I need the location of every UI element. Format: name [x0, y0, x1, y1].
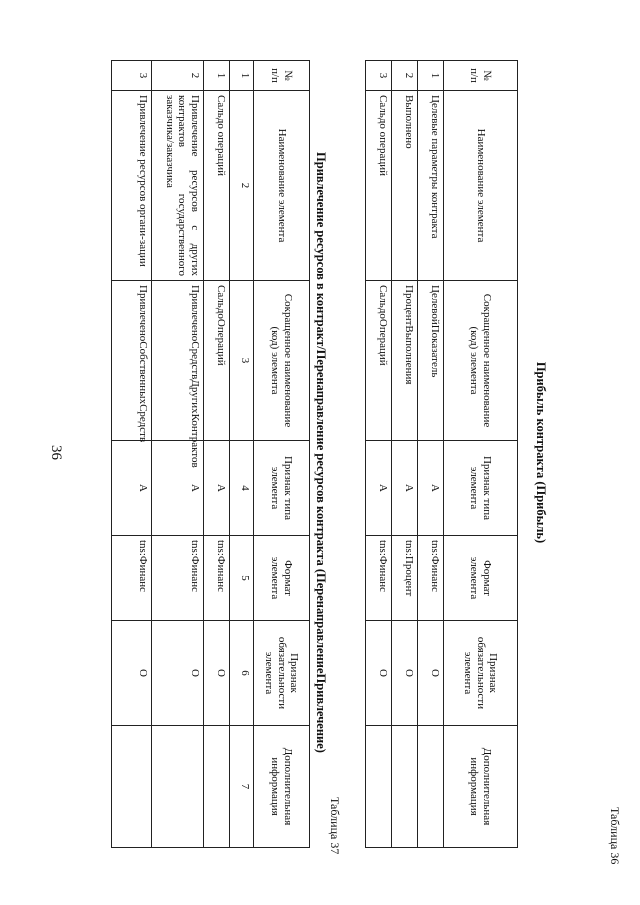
- cell-format: tns:Финанс: [204, 536, 230, 621]
- table-row: [418, 61, 444, 848]
- table37-title: Привлечение ресурсов в контракт/Перенаправление ресурсов контракта (ПеренаправлениеПривлечение): [314, 152, 328, 753]
- header-required: Признак обязательности элемента: [444, 621, 518, 726]
- cell-info: [418, 726, 444, 848]
- cell-format: tns:Финанс: [152, 536, 204, 621]
- table37-header-row: [254, 61, 310, 848]
- column-number: 3: [230, 281, 254, 441]
- cell-required: О: [366, 621, 392, 726]
- cell-name: Выполнено: [392, 91, 418, 281]
- cell-format: tns:Процент: [392, 536, 418, 621]
- cell-code: ЦелевойПоказатель: [418, 281, 444, 441]
- cell-name: Привлечение ресурсов органи-зации: [112, 91, 152, 281]
- column-number: 1: [230, 61, 254, 91]
- table-row: [112, 61, 152, 848]
- header-info: Дополнительная информация: [254, 726, 310, 848]
- cell-code: СальдоОпераций: [366, 281, 392, 441]
- table37-label: Таблица 37: [328, 797, 342, 855]
- cell-info: [112, 726, 152, 848]
- page-number: 36: [48, 445, 64, 460]
- cell-number: 2: [152, 61, 204, 91]
- cell-code: СальдоОпераций: [204, 281, 230, 441]
- cell-name: Привлечение ресурсов с других контрактов государственного заказчика/заказчика: [152, 91, 204, 281]
- table-row: [366, 61, 392, 848]
- cell-format: tns:Финанс: [366, 536, 392, 621]
- cell-format: tns:Финанс: [112, 536, 152, 621]
- header-code: Сокращенное наименование (код) элемента: [444, 281, 518, 441]
- column-number-row: [230, 61, 254, 848]
- cell-code: ПривлеченоСредствДругихКонтрактов: [152, 281, 204, 441]
- cell-number: 1: [204, 61, 230, 91]
- cell-info: [204, 726, 230, 848]
- header-info: Дополнительная информация: [444, 726, 518, 848]
- cell-number: 3: [112, 61, 152, 91]
- header-name: Наименование элемента: [444, 91, 518, 281]
- header-name: Наименование элемента: [254, 91, 310, 281]
- cell-required: О: [152, 621, 204, 726]
- cell-type: А: [366, 441, 392, 536]
- column-number: 4: [230, 441, 254, 536]
- cell-code: ПроцентВыполнения: [392, 281, 418, 441]
- cell-info: [392, 726, 418, 848]
- header-type: Признак типа элемента: [254, 441, 310, 536]
- column-number: 5: [230, 536, 254, 621]
- header-format: Формат элемента: [254, 536, 310, 621]
- table-row: [204, 61, 230, 848]
- cell-name: Целевые параметры контракта: [418, 91, 444, 281]
- cell-code: ПривлеченоСобственныхСредств: [112, 281, 152, 441]
- cell-required: О: [204, 621, 230, 726]
- cell-type: А: [112, 441, 152, 536]
- table-row: [392, 61, 418, 848]
- header-code: Сокращенное наименование (код) элемента: [254, 281, 310, 441]
- column-number: 6: [230, 621, 254, 726]
- cell-info: [152, 726, 204, 848]
- cell-type: А: [418, 441, 444, 536]
- table36-label: Таблица 36: [608, 807, 622, 865]
- cell-required: О: [112, 621, 152, 726]
- table36-title: Прибыль контракта (Прибыль): [534, 361, 548, 544]
- cell-number: 2: [392, 61, 418, 91]
- table36-header-row: [444, 61, 518, 848]
- cell-number: 3: [366, 61, 392, 91]
- header-format: Формат элемента: [444, 536, 518, 621]
- column-number: 2: [230, 91, 254, 281]
- cell-required: О: [418, 621, 444, 726]
- cell-required: О: [392, 621, 418, 726]
- header-required: Признак обязательности элемента: [254, 621, 310, 726]
- table37: [111, 60, 310, 848]
- header-type: Признак типа элемента: [444, 441, 518, 536]
- cell-format: tns:Финанс: [418, 536, 444, 621]
- cell-type: А: [204, 441, 230, 536]
- cell-name: Сальдо операций: [366, 91, 392, 281]
- cell-type: А: [152, 441, 204, 536]
- table-row: [152, 61, 204, 848]
- table36: [365, 60, 518, 848]
- header-number: № п/п: [254, 61, 310, 91]
- cell-number: 1: [418, 61, 444, 91]
- cell-type: А: [392, 441, 418, 536]
- cell-info: [366, 726, 392, 848]
- column-number: 7: [230, 726, 254, 848]
- header-number: № п/п: [444, 61, 518, 91]
- cell-name: Сальдо операций: [204, 91, 230, 281]
